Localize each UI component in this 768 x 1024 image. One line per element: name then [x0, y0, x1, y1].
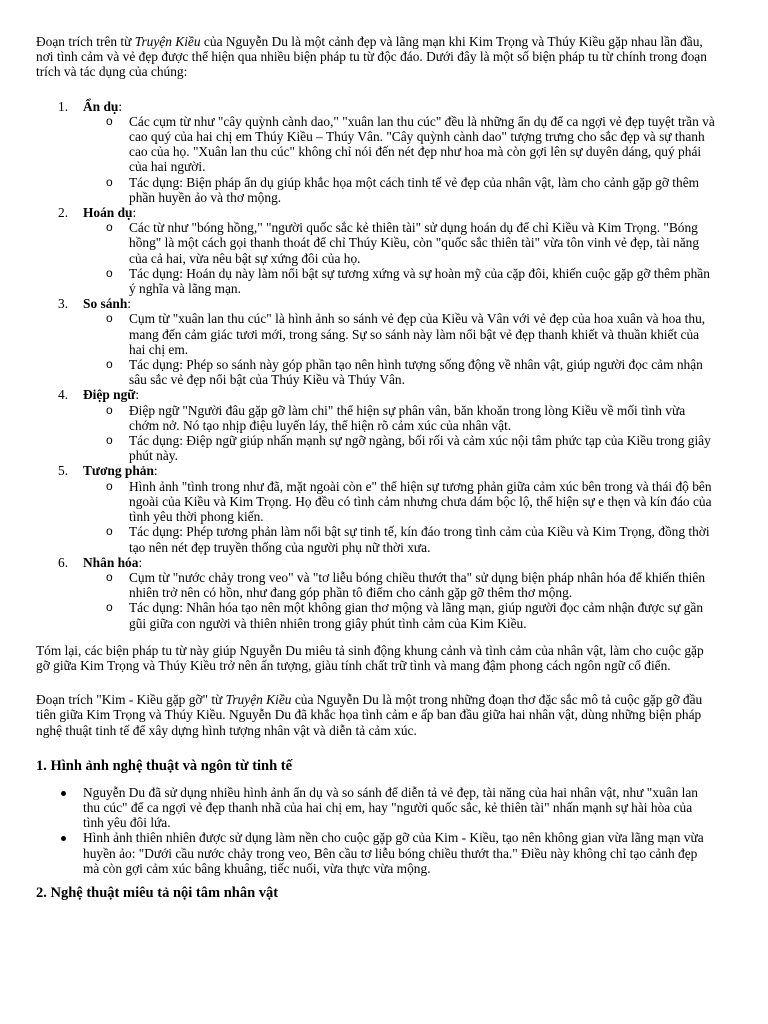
device-title: Điệp ngữ: [83, 387, 136, 403]
sublist-item: [83, 220, 716, 266]
device-item: [36, 99, 716, 205]
device-item: [36, 555, 716, 631]
intro2-text-end: của Nguyễn Du là một trong những đoạn thơ đặc sắc mô tả cuộc gặp gỡ đầu tiên giữa Kim Trọng và Thúy Kiều. Nguyễn Du đã khắc họa tình cảm e ấp ban đầu giữa hai nhân vật, dùng những biện pháp nghệ thuật tinh tế để xây dựng hình tượng nhân vật và diễn tả cảm xúc.: [36, 692, 703, 738]
bullet-item: [36, 830, 716, 876]
device-title: Hoán dụ: [83, 205, 133, 221]
list-number: 3.: [58, 296, 69, 312]
section1-bullet-list: [36, 785, 716, 876]
title-colon: :: [132, 205, 137, 221]
circle-bullet-icon: o: [106, 174, 113, 189]
sublist-text: Tác dụng: Hoán dụ này làm nổi bật sự tương xứng và sự hoàn mỹ của cặp đôi, khiến cuộc gặp gỡ thêm phần ý nghĩa và lãng mạn.: [129, 265, 710, 297]
device-title: Nhân hóa: [83, 554, 139, 570]
sublist-text: Tác dụng: Biện pháp ẩn dụ giúp khắc họa một cách tinh tế vẻ đẹp của nhân vật, làm cho cảnh gặp gỡ thêm phần huyền ảo và thơ mộng.: [129, 174, 700, 205]
sublist-item: [83, 175, 716, 205]
sublist-text: Các cụm từ như "cây quỳnh cành dao," "xuân lan thu cúc" đều là những ẩn dụ để ca ngợi vẻ đẹp tuyệt trần và cao quý của hai chị em Thúy Kiều – Thúy Vân. "Cây quỳnh cành dao" tượng trưng cho sắc đẹp và sự thanh cao của họ. "Xuân lan thu cúc" không chỉ nói đến nét đẹp như hoa mà còn gợi lên sự duyên dáng, quý phái của hai người.: [129, 113, 715, 175]
circle-bullet-icon: o: [106, 220, 113, 235]
sublist-text: Hình ảnh "tình trong như đã, mặt ngoài còn e" thể hiện sự tương phản giữa cảm xúc bên trong và thái độ bên ngoài của Kiều và Kim Trọng. Họ đều có tình cảm nhưng chưa dám bộc lộ, thể hiện sự e thẹn và kín đáo của tình yêu thời phong kiến.: [129, 478, 712, 525]
conclusion-paragraph: Tóm lại, các biện pháp tu từ này giúp Nguyễn Du miêu tả sinh động khung cảnh và tình cảm của nhân vật, làm cho cuộc gặp gỡ giữa Kim Trọng và Thúy Kiều trở nên ấn tượng, giàu tính chất trữ tình và mang đậm phong cách ngôn ngữ cổ điển.: [36, 642, 704, 673]
sublist-text: Tác dụng: Điệp ngữ giúp nhấn mạnh sự ngỡ ngàng, bối rối và cảm xúc nội tâm phức tạp của Kiều trong giây phút này.: [129, 433, 711, 464]
device-item: [36, 296, 716, 387]
circle-bullet-icon: o: [106, 433, 113, 448]
sublist-item: [83, 433, 716, 463]
device-sublist: [83, 114, 716, 205]
sublist-item: [83, 266, 716, 296]
sublist-text: Cụm từ "nước chảy trong veo" và "tơ liễu bóng chiều thướt tha" sử dụng biện pháp nhân hóa để khiến thiên nhiên trở nên có hồn, như đang góp phần tô điểm cho cảnh gặp gỡ thêm thơ mộng.: [129, 569, 706, 601]
sublist-item: [83, 114, 716, 175]
spacer: [36, 631, 716, 643]
title-colon: :: [153, 463, 158, 479]
device-title: Ẩn dụ: [83, 98, 119, 114]
title-colon: :: [127, 296, 132, 312]
work-title: Truyện Kiều: [225, 692, 292, 708]
list-number: 1.: [58, 98, 69, 114]
device-sublist: [83, 479, 716, 555]
bullet-text: Hình ảnh thiên nhiên được sử dụng làm nền cho cuộc gặp gỡ của Kim - Kiều, tạo nên không gian vừa lãng mạn vừa huyền ảo: "Dưới cầu nước chảy trong veo, Bên cầu tơ liễu bóng chiều thướt tha." Điều này không chỉ tạo cảnh đẹp mà còn gợi cảm xúc bâng khuâng, tiếc nuối, vừa thực vừa mộng.: [83, 830, 704, 876]
device-sublist: [83, 311, 716, 387]
section-heading: 1. Hình ảnh nghệ thuật và ngôn từ tinh tế: [36, 757, 293, 774]
device-sublist: [83, 570, 716, 631]
device-item: [36, 205, 716, 296]
list-number: 4.: [58, 387, 69, 403]
bullet-text: Nguyễn Du đã sử dụng nhiều hình ảnh ẩn dụ và so sánh để diễn tả vẻ đẹp, tài năng của hai nhân vật, như "xuân lan thu cúc" để ca ngợi vẻ đẹp thanh nhã của hai chị em, hay "người quốc sắc, kẻ thiên tài" nhấn mạnh sự hài hòa của tình yêu đôi lứa.: [83, 784, 698, 831]
device-item: [36, 463, 716, 554]
circle-bullet-icon: o: [106, 311, 113, 326]
sublist-text: Tác dụng: Nhân hóa tạo nên một không gian thơ mộng và lãng mạn, giúp người đọc cảm nhận được sự gần gũi giữa con người và thiên nhiên trong giây phút tình cảm của Kim Kiều.: [129, 600, 704, 631]
sublist-text: Cụm từ "xuân lan thu cúc" là hình ảnh so sánh vẻ đẹp của Kiều và Vân với vẻ đẹp của hoa xuân và hoa thu, mang đến cảm giác tươi mới, trong sáng. Sự so sánh này làm nổi bật vẻ đẹp thanh khiết và thuần khiết của hai chị em.: [129, 311, 706, 357]
sublist-text: Tác dụng: Phép so sánh này góp phần tạo nên hình tượng sống động về nhân vật, giúp người đọc cảm nhận sâu sắc vẻ đẹp nổi bật của Thúy Kiều và Thúy Vân.: [129, 357, 703, 388]
bullet-item: [36, 785, 716, 831]
circle-bullet-icon: o: [106, 569, 113, 584]
title-colon: :: [135, 387, 140, 403]
device-sublist: [83, 220, 716, 296]
bullet-icon: [61, 791, 66, 796]
sublist-text: Tác dụng: Phép tương phản làm nổi bật sự tinh tế, kín đáo trong tình cảm của Kiều và Kim Trọng, đồng thời tạo nên nét đẹp truyền thống của người phụ nữ thời xưa.: [129, 524, 710, 555]
device-item: [36, 387, 716, 463]
list-number: 2.: [58, 205, 69, 221]
title-colon: :: [118, 98, 123, 114]
bullet-icon: [61, 836, 66, 841]
list-number: 5.: [58, 463, 69, 479]
sublist-item: [83, 600, 716, 630]
second-intro-paragraph: [36, 692, 716, 738]
device-sublist: [83, 403, 716, 464]
circle-bullet-icon: o: [106, 600, 113, 615]
intro-text-end: của Nguyễn Du là một cảnh đẹp và lãng mạn khi Kim Trọng và Thúy Kiều gặp nhau lần đầu, nơi tình cảm và vẻ đẹp được thể hiện qua nhiều biện pháp tu từ độc đáo. Dưới đây là một số biện pháp tu từ chính trong đoạn trích và tác dụng của chúng:: [36, 34, 707, 80]
intro2-text-start: Đoạn trích "Kim - Kiều gặp gỡ" từ: [36, 692, 226, 708]
list-number: 6.: [58, 554, 69, 570]
intro-text-start: Đoạn trích trên từ: [36, 34, 135, 49]
sublist-item: [83, 524, 716, 554]
work-title: Truyện Kiều: [134, 34, 201, 49]
sublist-item: [83, 570, 716, 600]
rhetorical-devices-list: [36, 99, 716, 631]
circle-bullet-icon: o: [106, 478, 113, 493]
spacer: [36, 775, 716, 785]
device-title: Tương phản: [83, 463, 154, 479]
sublist-text: Các từ như "bóng hồng," "người quốc sắc kẻ thiên tài" sử dụng hoán dụ để chỉ Kiều và Kim Trọng. "Bóng hồng" là một cách gọi thanh thoát để chỉ Thúy Kiều, còn "quốc sắc thiên tài" vừa tôn vinh vẻ đẹp, tài năng của cả hai, vừa nêu bật sự xứng đôi của họ.: [129, 220, 700, 266]
circle-bullet-icon: o: [106, 113, 113, 128]
device-title: So sánh: [83, 296, 128, 312]
title-colon: :: [138, 554, 143, 570]
section-heading: 2. Nghệ thuật miêu tả nội tâm nhân vật: [36, 884, 279, 901]
circle-bullet-icon: o: [106, 524, 113, 539]
sublist-item: [83, 311, 716, 357]
circle-bullet-icon: o: [106, 357, 113, 372]
sublist-item: [83, 403, 716, 433]
document-body: [36, 34, 716, 902]
circle-bullet-icon: o: [106, 402, 113, 417]
intro-paragraph: [36, 34, 716, 80]
sublist-item: [83, 479, 716, 525]
sublist-text: Điệp ngữ "Người đâu gặp gỡ làm chi" thể hiện sự phân vân, băn khoăn trong lòng Kiều về mối tình vừa chớm nở. Nó tạo nhịp điệu luyến láy, thể hiện rõ cảm xúc của nhân vật.: [129, 402, 686, 433]
sublist-item: [83, 357, 716, 387]
spacer: [36, 876, 716, 884]
circle-bullet-icon: o: [106, 265, 113, 280]
